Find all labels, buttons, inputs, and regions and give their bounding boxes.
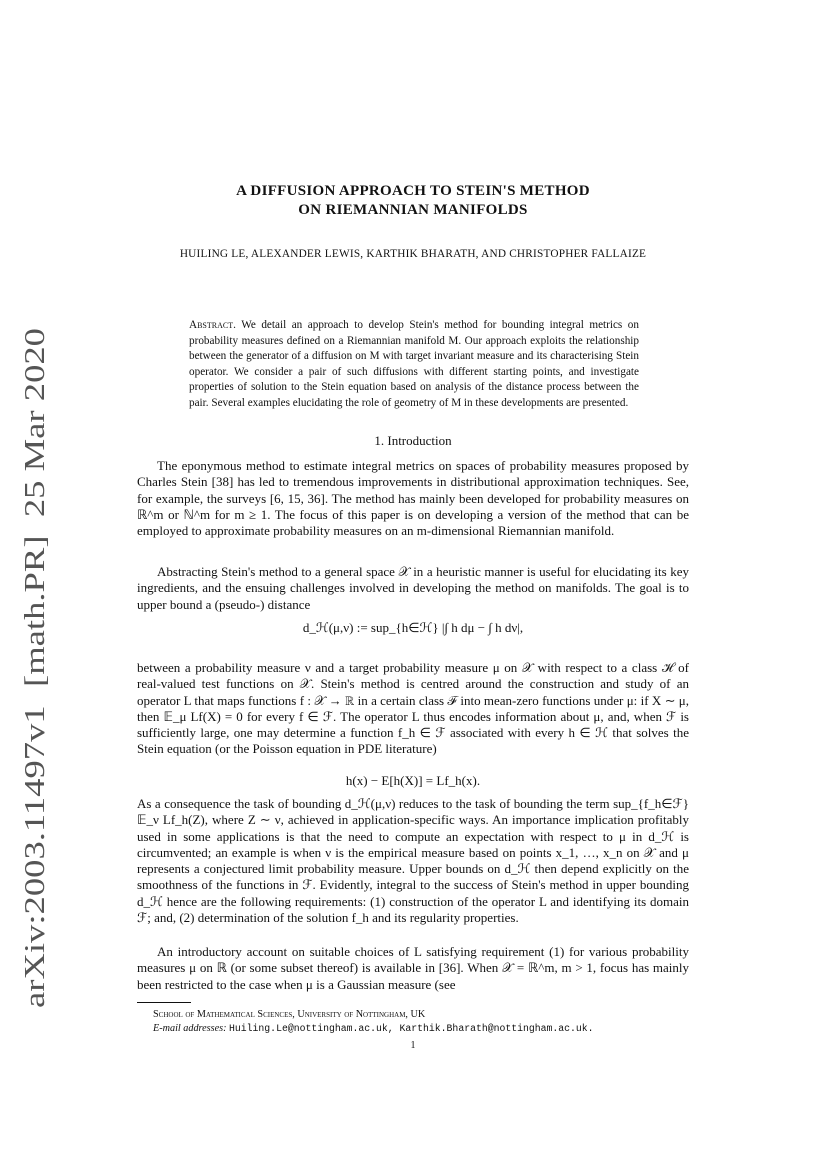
equation-1: d_ℋ(μ,ν) := sup_{h∈ℋ} |∫ h dμ − ∫ h dν|,: [302, 620, 524, 635]
paragraph-3: [137, 660, 689, 758]
paragraph-3-text: between a probability measure ν and a target probability measure μ on 𝒳 with respect to a class ℋ of real-valued test functions on 𝒳. Stein's method is centred around the construction and study of an operator L that maps functions f : 𝒳 → ℝ in a certain class ℱ into mean-zero functions under μ: if X ∼ μ, then 𝔼_μ Lf(X) = 0 for every f ∈ ℱ. The operator L thus encodes information about μ, and, when ℱ is sufficiently large, one may determine a function f_h ∈ ℱ associated with every h ∈ ℋ that solves the Stein equation (or the Poisson equation in PDE literature): [137, 660, 689, 757]
paper-title-line1: A DIFFUSION APPROACH TO STEIN'S METHOD: [236, 183, 590, 199]
paragraph-4: [137, 796, 689, 926]
equation-2: h(x) − E[h(X)] = Lf_h(x).: [345, 773, 481, 788]
paragraph-5: [137, 944, 689, 993]
email-addresses[interactable]: Huiling.Le@nottingham.ac.uk, Karthik.Bharath@nottingham.ac.uk.: [229, 1023, 594, 1034]
paragraph-4-text: As a consequence the task of bounding d_ℋ(μ,ν) reduces to the task of bounding the term sup_{f_h∈ℱ} 𝔼_ν Lf_h(Z), where Z ∼ ν, achieved in application-specific ways. An importance implication profitably used in some applications is that the need to compute an expectation with respect to μ in d_ℋ is circumvented; an example is when ν is the empirical measure based on points x_1, …, x_n on 𝒳 and μ represents a conjectured limit probability measure. Upper bounds on d_ℋ then depend explicitly on the smoothness of the functions in ℱ. Evidently, integral to the success of Stein's method in upper bounding d_ℋ hence are the following requirements: (1) construction of the operator L and identifying its domain ℱ; and, (2) determination of the solution f_h and its regularity properties.: [137, 796, 689, 926]
paragraph-2: [137, 564, 689, 613]
arxiv-stamp-text: arXiv:2003.11497v1 [math.PR] 25 Mar 2020: [19, 469, 51, 1008]
abstract: [189, 318, 639, 412]
abstract-text: We detail an approach to develop Stein's method for bounding integral metrics on probability measures defined on a Riemannian manifold M. Our approach exploits the relationship between the generator of a diffusion on M with target invariant measure and its characterising Stein operator. We consider a pair of such diffusions with different starting points, and investigate properties of solution to the Stein equation based on analysis of the distance process between the pair. Several examples elucidating the role of geometry of M in these developments are presented.: [189, 319, 639, 409]
paragraph-2-text: Abstracting Stein's method to a general space 𝒳 in a heuristic manner is useful for elucidating its key ingredients, and the ensuing challenges involved in developing the method on manifolds. The goal is to upper bound a (pseudo-) distance: [137, 564, 689, 612]
paragraph-1-text: The eponymous method to estimate integral metrics on spaces of probability measures proposed by Charles Stein [38] has led to tremendous improvements in distributional approximation techniques. See, for example, the surveys [6, 15, 36]. The method has mainly been developed for probability measures on ℝ^m or ℕ^m for m ≥ 1. The focus of this paper is on developing a version of the method that can be employed to approximate probability measures on an m-dimensional Riemannian manifold.: [137, 458, 689, 539]
paper-authors: HUILING LE, ALEXANDER LEWIS, KARTHIK BHARATH, AND CHRISTOPHER FALLAIZE: [179, 248, 647, 260]
paper-title-line2: ON RIEMANNIAN MANIFOLDS: [298, 202, 528, 218]
abstract-label: Abstract.: [189, 319, 236, 331]
footnote-emails: [137, 1023, 697, 1034]
footnote-rule: [137, 1002, 191, 1003]
footnote-affiliation: [137, 1009, 697, 1020]
paragraph-5-text: An introductory account on suitable choices of L satisfying requirement (1) for various probability measures μ on ℝ (or some subset thereof) is available in [36]. When 𝒳 = ℝ^m, m > 1, focus has mainly been restricted to the case when μ is a Gaussian measure (see: [137, 944, 689, 992]
affiliation-text: School of Mathematical Sciences, University of Nottingham, UK: [153, 1009, 426, 1020]
arxiv-stamp: [10, 318, 54, 1018]
section-heading: 1. Introduction: [374, 433, 452, 448]
page-number: 1: [410, 1040, 416, 1051]
paragraph-1: [137, 458, 689, 539]
email-label: E-mail addresses:: [153, 1023, 227, 1034]
